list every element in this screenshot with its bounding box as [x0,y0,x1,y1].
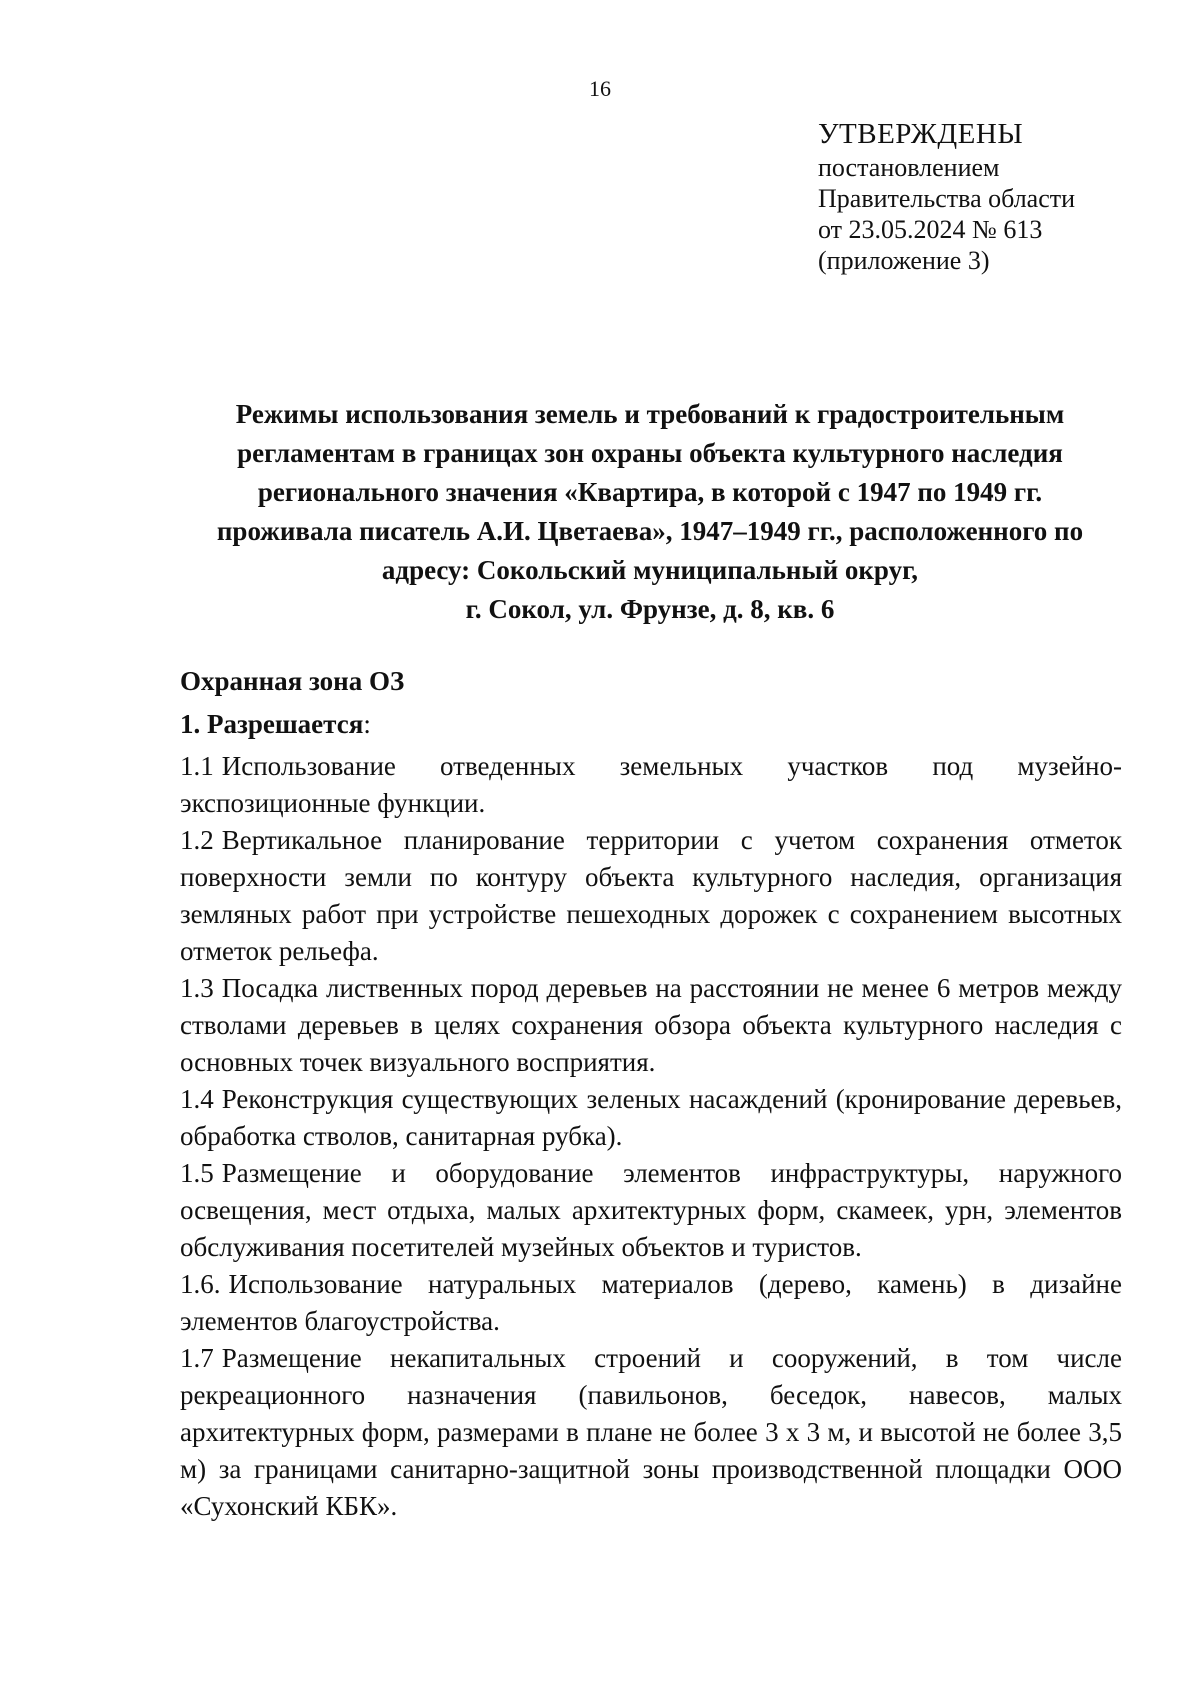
section-heading-colon: : [363,709,371,739]
item-number: 1.2 [180,825,214,855]
item-number: 1.4 [180,1084,214,1114]
list-item [180,1155,1122,1266]
list-item [180,822,1122,970]
title-line: Режимы использования земель и требований к градостроительным [235,399,1065,429]
list-item [180,1081,1122,1155]
approval-approved: УТВЕРЖДЕНЫ [818,118,1024,150]
item-number: 1.1 [180,751,214,781]
document-title [176,395,1124,629]
title-line: регламентам в границах зон охраны объекта культурного наследия [237,438,1063,468]
title-line: г. Сокол, ул. Фрунзе, д. 8, кв. 6 [465,594,835,624]
page-number: 16 [589,76,611,101]
item-text: Размещение и оборудование элементов инфраструктуры, наружного освещения, мест отдыха, малых архитектурных форм, скамеек, урн, элементов обслуживания посетителей музейных объектов и туристов. [180,1158,1122,1262]
item-number: 1.6. [180,1269,221,1299]
item-text: Реконструкция существующих зеленых насаждений (кронирование деревьев, обработка стволов, санитарная рубка). [180,1084,1122,1151]
items-list [180,748,1122,1525]
title-line: регионального значения «Квартира, в которой с 1947 по 1949 гг. [257,477,1043,507]
approval-block [818,116,1158,276]
approval-date-number: от 23.05.2024 № 613 [818,215,1043,244]
title-line: адресу: Сокольский муниципальный округ, [381,555,919,585]
item-text: Размещение некапитальных строений и сооружений, в том числе рекреационного назначения (павильонов, беседок, навесов, малых архитектурных форм, размерами в плане не более 3 х 3 м, и высотой не более 3,5 м) за границами санитарно-защитной зоны производственной площадки ООО «Сухонский КБК». [180,1343,1122,1521]
list-item [180,748,1122,822]
item-text: Использование отведенных земельных участков под музейно-экспозиционные функции. [180,751,1122,818]
list-item [180,1266,1122,1340]
list-item [180,970,1122,1081]
approval-appendix: (приложение 3) [818,246,990,275]
item-text: Посадка лиственных пород деревьев на расстоянии не менее 6 метров между стволами деревьев в целях сохранения обзора объекта культурного наследия с основных точек визуального восприятия. [180,973,1122,1077]
approval-resolution: постановлением [818,153,1000,182]
approval-government: Правительства области [818,184,1076,213]
zone-heading: Охранная зона ОЗ [180,666,405,696]
section-heading [180,709,371,740]
item-text: Вертикальное планирование территории с учетом сохранения отметок поверхности земли по контуру объекта культурного наследия, организация земляных работ при устройстве пешеходных дорожек с сохранением высотных отметок рельефа. [180,825,1122,966]
item-number: 1.3 [180,973,214,1003]
item-number: 1.7 [180,1343,214,1373]
item-text: Использование натуральных материалов (дерево, камень) в дизайне элементов благоустройства. [180,1269,1122,1336]
list-item [180,1340,1122,1525]
title-line: проживала писатель А.И. Цветаева», 1947–1949 гг., расположенного по [216,516,1084,546]
item-number: 1.5 [180,1158,214,1188]
section-heading-text: 1. Разрешается [180,709,364,739]
